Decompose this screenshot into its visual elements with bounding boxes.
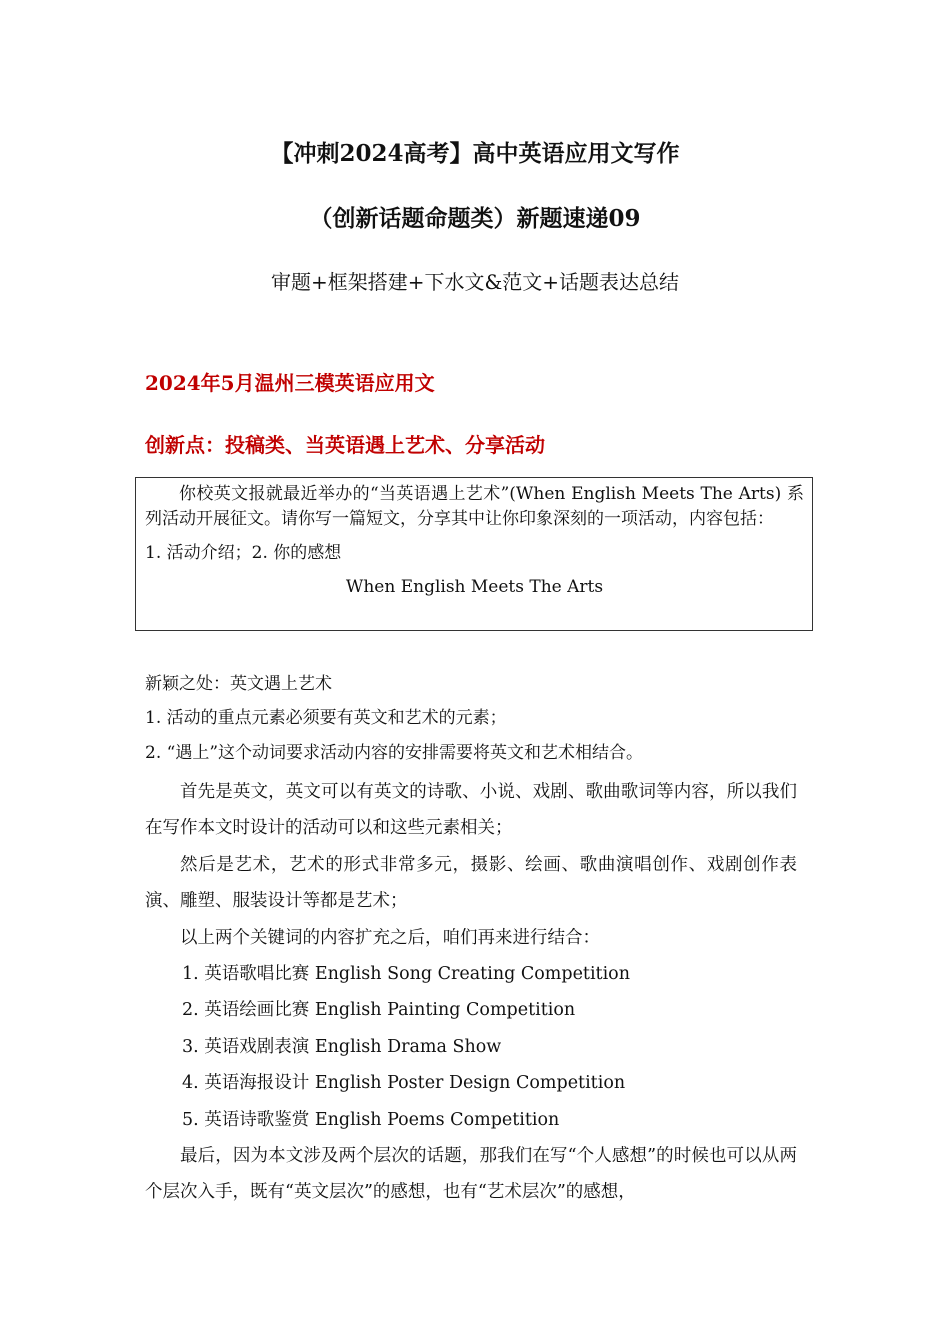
essay-title: When English Meets The Arts [345, 577, 604, 597]
list-item: 2. 英语绘画比赛 English Painting Competition [182, 1000, 576, 1020]
list-item: 3. 英语戏剧表演 English Drama Show [182, 1037, 502, 1057]
novelty-label: 新颖之处：英文遇上艺术 [145, 674, 332, 694]
innovation-heading: 创新点：投稿类、当英语遇上艺术、分享活动 [145, 433, 545, 457]
exam-heading: 2024年5月温州三模英语应用文 [145, 371, 435, 395]
task-points: 1. 活动介绍；2. 你的感想 [145, 543, 342, 563]
list-item: 5. 英语诗歌鉴赏 English Poems Competition [182, 1110, 560, 1130]
analysis-note-2: 2. “遇上”这个动词要求活动内容的安排需要将英文和艺术相结合。 [145, 743, 644, 763]
task-prompt: 你校英文报就最近举办的“当英语遇上艺术”(When English Meets The Arts) 系列活动开展征文。请你写一篇短文，分享其中让你印象深刻的一项活动，内容包括： [145, 484, 804, 529]
paragraph-final: 最后，因为本文涉及两个层次的话题，那我们在写“个人感想”的时候也可以从两个层次入手，既有“英文层次”的感想，也有“艺术层次”的感想， [145, 1146, 797, 1202]
document-title: 【冲刺2024高考】高中英语应用文写作 [270, 140, 680, 167]
list-item: 1. 英语歌唱比赛 English Song Creating Competition [182, 964, 630, 984]
document-subtitle-series: （创新话题命题类）新题速递09 [309, 205, 641, 232]
paragraph-english: 首先是英文，英文可以有英文的诗歌、小说、戏剧、歌曲歌词等内容，所以我们在写作本文时设计的活动可以和这些元素相关； [145, 782, 797, 838]
analysis-note-1: 1. 活动的重点元素必须要有英文和艺术的元素； [145, 708, 507, 728]
task-prompt-box [135, 477, 813, 631]
list-item: 4. 英语海报设计 English Poster Design Competition [182, 1073, 626, 1093]
document-subtitle: 审题+框架搭建+下水文&范文+话题表达总结 [270, 270, 680, 294]
paragraph-arts: 然后是艺术，艺术的形式非常多元，摄影、绘画、歌曲演唱创作、戏剧创作表演、雕塑、服装设计等都是艺术； [145, 855, 797, 911]
paragraph-combine: 以上两个关键词的内容扩充之后，咱们再来进行结合： [180, 928, 600, 948]
